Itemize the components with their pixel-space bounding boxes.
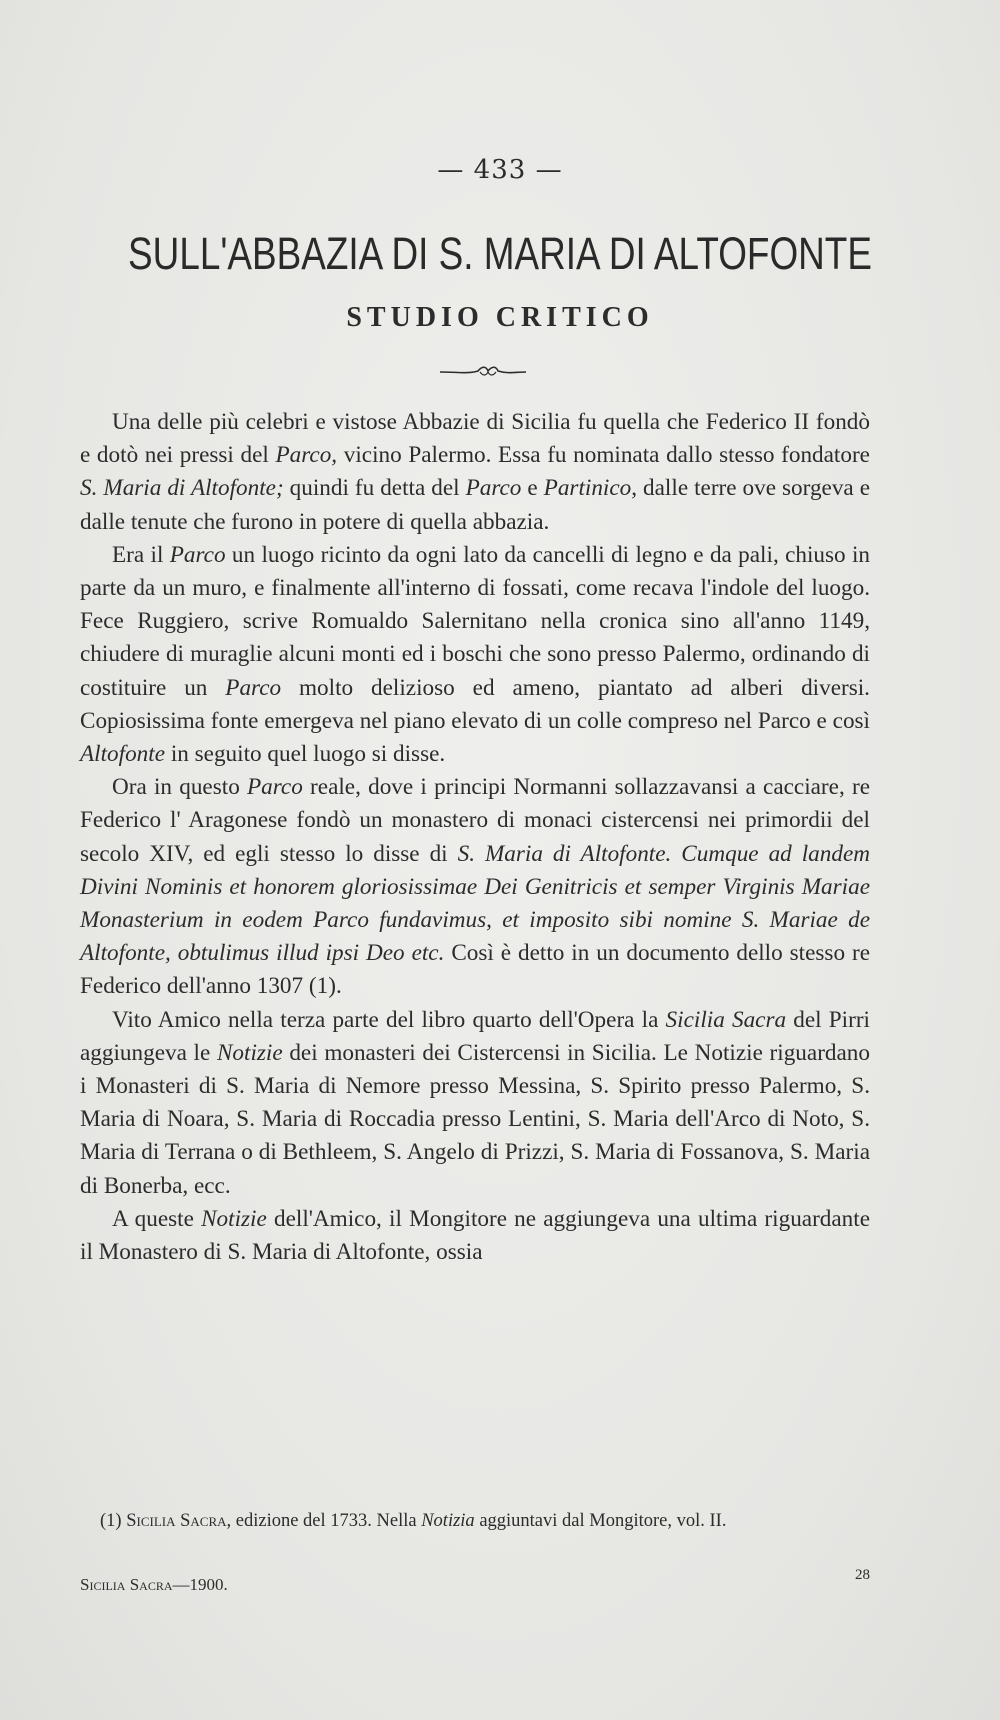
text-run: Vito Amico nella terza parte del libro quarto dell'Opera la [112, 1006, 666, 1033]
article-body [80, 406, 870, 1269]
signature-line [80, 1567, 870, 1605]
italic-run: Notizie [216, 1039, 283, 1066]
footnote-text-before: , edizione del 1733. Nella [226, 1511, 422, 1531]
footnote-source: Sicilia Sacra [126, 1511, 227, 1531]
italic-run: Sicilia Sacra [665, 1006, 787, 1033]
italic-run: Parco [225, 674, 282, 701]
text-run: A queste [112, 1205, 202, 1232]
text-run: in seguito quel luogo si disse. [165, 741, 446, 768]
text-run: un luogo ricinto da ogni lato da cancelli di legno e da pali, chiuso in parte da un muro, e finalmente all'interno di fossati, come recava l'indole del luogo. Fece Ruggiero, scrive Romualdo Salernitano nella cronica sino all'anno 1149, chiudere di muraglie alcuni monti ed i boschi che sono presso Palermo, ordinando di costituire un [80, 541, 871, 701]
text-run: dei monasteri dei Cistercensi in Sicilia. Le Notizie riguardano i Monasteri di S. Maria di Nemore presso Messina, S. Spirito presso Palermo, S. Maria di Noara, S. Maria di Roccadia presso Lentini, S. Maria dell'Arco di Noto, S. Maria di Terrana o di Bethleem, S. Angelo di Prizzi, S. Maria di Fossanova, S. Maria di Bonerba, ecc. [80, 1039, 870, 1199]
italic-run: Altofonte [80, 741, 166, 768]
paragraph [80, 406, 870, 539]
italic-run: Parco [465, 475, 522, 502]
footnote-text-after: aggiuntavi dal Mongitore, vol. II. [474, 1511, 727, 1531]
text-run: molto delizioso ed ameno, piantato ad alberi diversi. Copiosissima fonte emergeva nel piano elevato di un colle compreso nel Parco e così [80, 674, 870, 734]
italic-run: S. Maria di Altofonte; [80, 475, 284, 502]
text-run: Ora in questo [112, 774, 248, 801]
italic-run: S. Maria di Altofonte. Cumque ad landem Divini Nominis et honorem gloriosissimae Dei Genitricis et semper Virginis Mariae Monasterium in eodem Parco fundavimus, et imposito sibi nomine S. Mariae de Altofonte, obtulimus illud ipsi Deo etc. [80, 840, 870, 967]
article-title: SULL'ABBAZIA DI S. MARIA DI ALTOFONTE [128, 228, 872, 279]
text-run: dell'Amico, il Mongitore ne aggiungeva una ultima riguardante il Monastero di S. Maria di Altofonte, ossia [80, 1205, 871, 1266]
text-run: vicino Palermo. Essa fu nominata dallo stesso fondatore [337, 442, 870, 469]
paragraph [80, 1004, 870, 1203]
text-run: del Pirri aggiungeva le [80, 1006, 870, 1066]
italic-run: Parco [247, 774, 303, 801]
article-subtitle: STUDIO CRITICO [346, 302, 654, 333]
signature-mark: Sicilia Sacra—1900. [80, 1575, 228, 1594]
italic-run: Parco, [275, 442, 338, 469]
footnote-italic: Notizia [421, 1511, 475, 1531]
text-run: Era il [112, 541, 170, 568]
ornament-divider [438, 360, 528, 380]
paragraph [80, 1203, 870, 1269]
text-run: e [521, 475, 544, 502]
paragraph [80, 539, 870, 771]
italic-run: Partinico [543, 475, 632, 502]
footnote-number: (1) [100, 1511, 122, 1531]
text-run: Così è detto in un documento dello stesso re Federico dell'anno 1307 (1). [80, 940, 870, 1000]
text-run: quindi fu detta del [283, 475, 466, 502]
footnote [80, 1508, 870, 1534]
text-run: , dalle terre ove sorgeva e dalle tenute che furono in potere di quella abbazia. [80, 475, 870, 535]
signature-number: 28 [855, 1567, 870, 1583]
paragraph [80, 771, 870, 1003]
italic-run: Notizie [201, 1205, 267, 1232]
page-number: — 433 — [437, 155, 563, 185]
italic-run: Parco [169, 541, 226, 568]
text-run: Una delle più celebri e vistose Abbazie di Sicilia fu quella che Federico II fondò e dotò nei pressi del [80, 409, 870, 469]
text-run: reale, dove i principi Normanni sollazzavansi a cacciare, re Federico l' Aragonese fondò un monastero di monaci cistercensi nei primordii del secolo XIV, ed egli stesso lo disse di [80, 774, 870, 867]
